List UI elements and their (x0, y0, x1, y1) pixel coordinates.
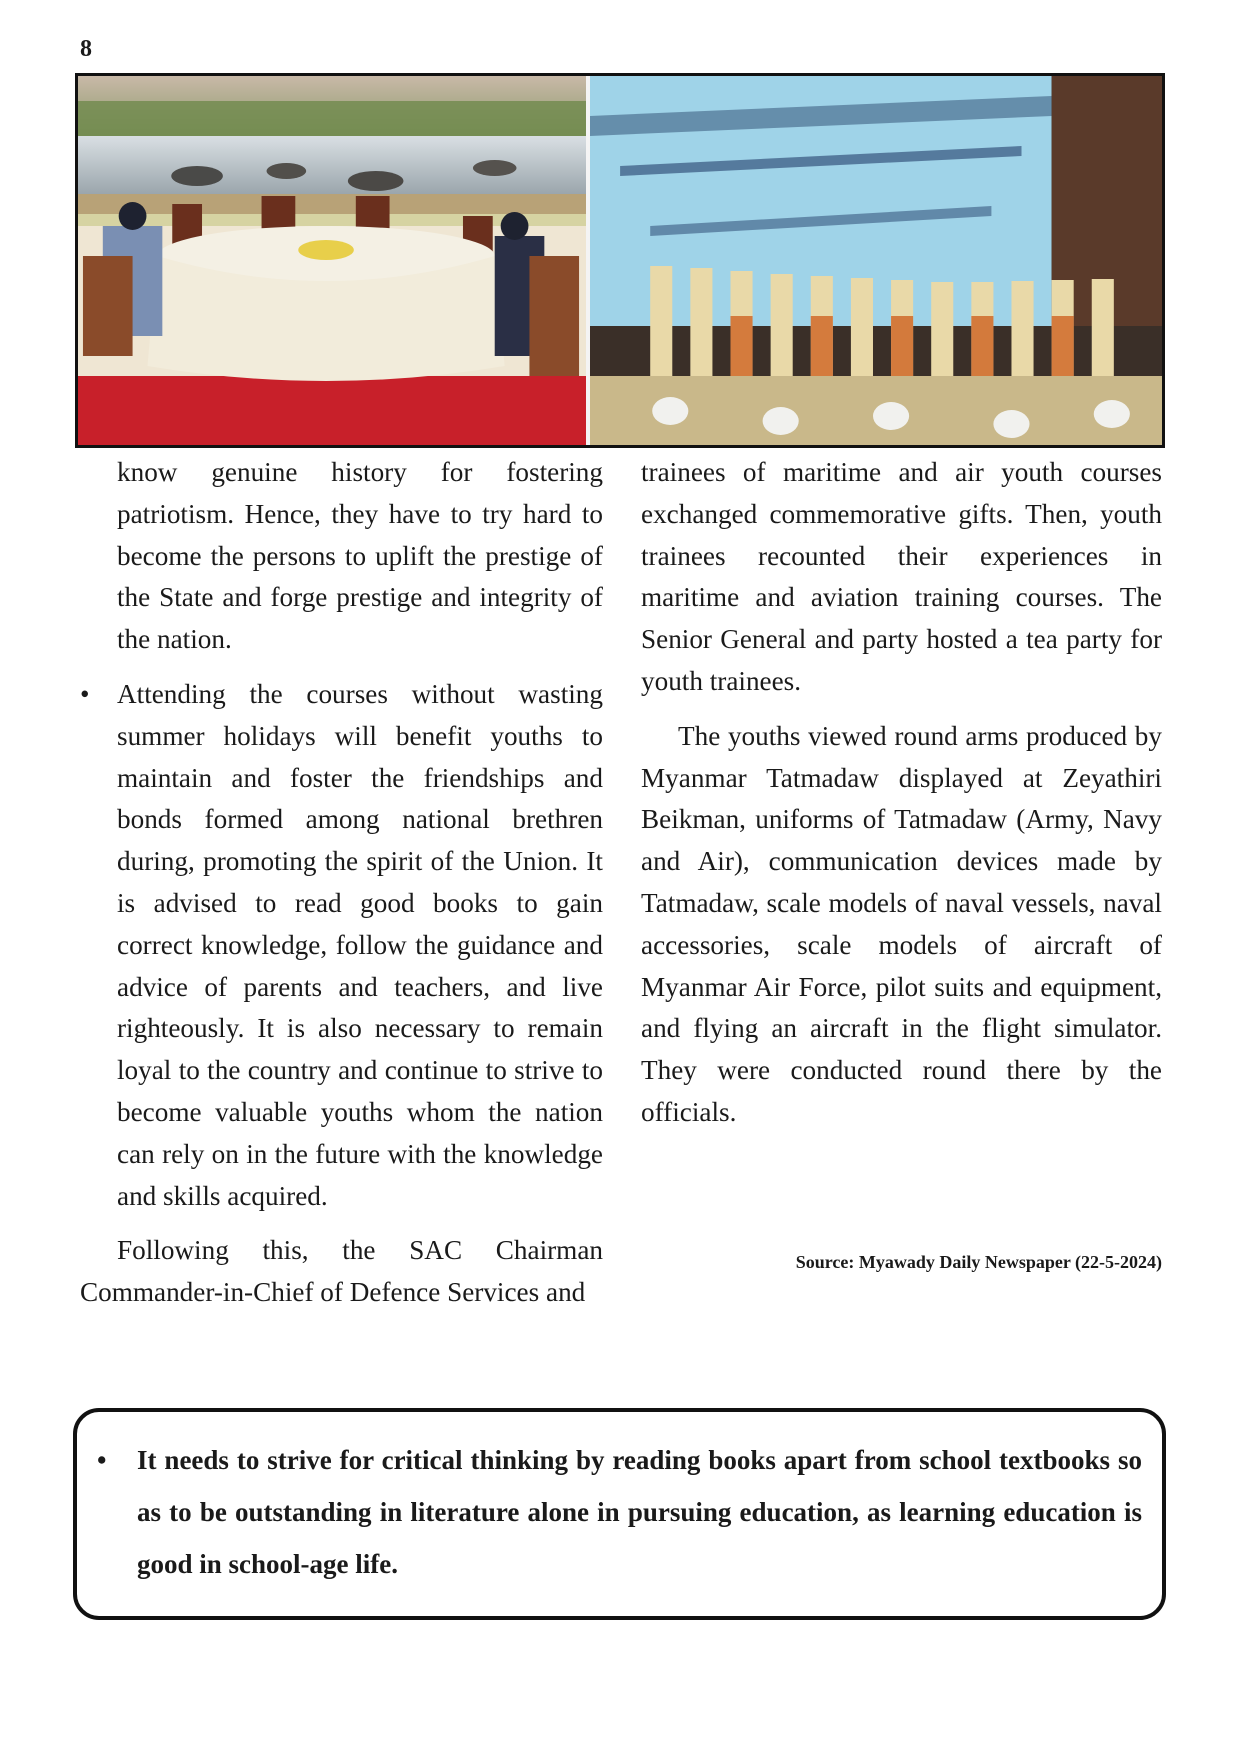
note-text: It needs to strive for critical thinking by reading books apart from school textbooks so as to be outstanding in literature alone in pursuing education, as learning education is good in school-age life. (137, 1445, 1142, 1579)
bullet-paragraph: Attending the courses without wasting summer holidays will benefit youths to maintain and foster the friendships and bonds formed among national brethren during, promoting the spirit of the Union. It is advised to read good books to gain correct knowledge, follow the guidance and advice of parents and teachers, and live righteously. It is also necessary to remain loyal to the country and continue to strive to become valuable youths whom the nation can rely on in the future with the knowledge and skills acquired. (117, 678, 603, 1211)
continued-paragraph: know genuine history for fostering patriotism. Hence, they have to try hard to become the persons to uplift the prestige of the State and forge prestige and integrity of the nation. (117, 457, 603, 655)
left-column (80, 452, 603, 1314)
stage-performance-illustration (590, 76, 1162, 445)
bullet-list-item (80, 674, 603, 1217)
dinner-banquet-photo (78, 76, 590, 445)
page-number: 8 (80, 36, 92, 62)
dinner-banquet-illustration (78, 76, 586, 445)
bullet-icon: • (97, 1445, 107, 1475)
exhibition-paragraph: The youths viewed round arms produced by Myanmar Tatmadaw displayed at Zeyathiri Beikman, uniforms of Tatmadaw (Army, Navy and Air), communication devices made by Tatmadaw, scale models of naval vessels, naval accessories, scale models of aircraft of Myanmar Air Force, pilot suits and equipment, and flying an aircraft in the flight simulator. They were conducted round there by the officials. (641, 720, 1162, 1127)
photo-strip (75, 73, 1165, 448)
gifts-paragraph: trainees of maritime and air youth courses exchanged commemorative gifts. Then, youth trainees recounted their experiences in maritime and aviation training courses. The Senior General and party hosted a tea party for youth trainees. (641, 457, 1162, 696)
stage-performance-photo (590, 76, 1162, 445)
source-citation: Source: Myawady Daily Newspaper (22-5-2024) (795, 1252, 1162, 1272)
note-item (97, 1434, 1142, 1590)
following-paragraph: Following this, the SAC Chairman Commander-in-Chief of Defence Services and (80, 1235, 603, 1308)
highlight-note-box (73, 1408, 1166, 1620)
right-column (641, 452, 1162, 1134)
bullet-icon: • (80, 678, 90, 709)
